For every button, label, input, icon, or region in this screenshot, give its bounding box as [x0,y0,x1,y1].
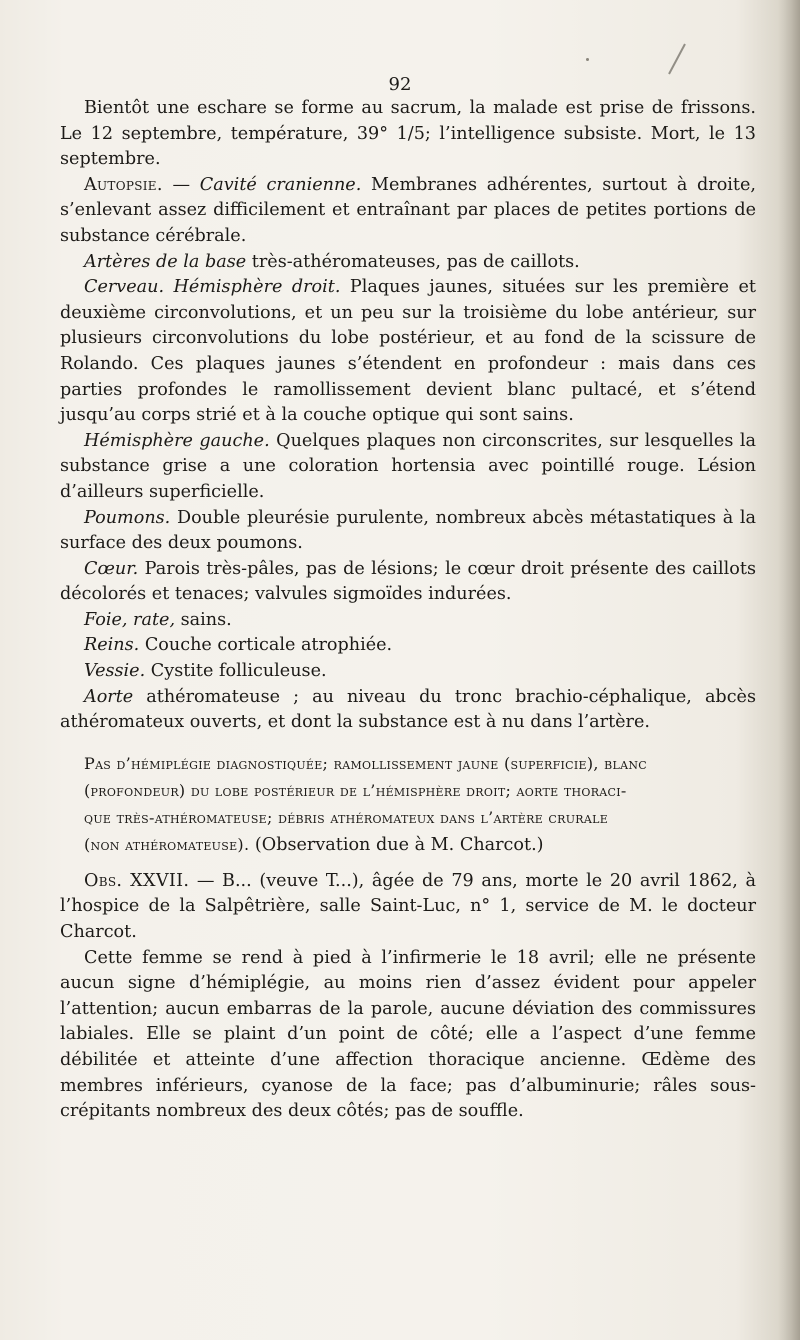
paragraph-vessie [60,659,756,685]
paragraph-intro [60,96,756,173]
heading-line: (non athéromateuse). [84,834,250,854]
italic-term: Cerveau. Hémisphère droit. [84,277,341,298]
paragraph-aorte [60,685,756,736]
dash: — [162,174,200,195]
paragraph-final [60,946,756,1125]
paragraph-text: Plaques jaunes, situées sur les première et deuxième circonvolutions, et un peu sur la troisième du lobe antérieur, sur plusieurs circonvolutions du lobe postérieur, et au fond de la scissure de Rolando. Ces plaques jaunes s’étendent en profondeur : mais dans ces parties profondes le ramollissement devient blanc pultacé, et s’étend jusqu’au corps strié et à la couche optique qui sont sains. [60,277,756,426]
paragraph-reins [60,633,756,659]
paragraph-observation [60,869,756,946]
page-number: 92 [388,74,412,95]
paragraph-text: Bientôt une eschare se forme au sacrum, la malade est prise de frissons. Le 12 septembre, température, 39° 1/5; l’intelligence subsiste. Mort, le 13 septembre. [60,98,756,170]
paragraph-cerveau [60,275,756,429]
paragraph-text: très-athéromateuses, pas de caillots. [246,251,580,272]
heading-observation-credit: (Observation due à M. Charcot.) [249,834,544,855]
paragraph-text: Parois très-pâles, pas de lésions; le cœur droit présente des caillots décolorés et tenaces; valvules sigmoïdes indurées. [60,558,756,605]
paragraph-text: Couche corticale atrophiée. [139,635,393,656]
paragraph-text: Membranes adhérentes, surtout à droite, s’enlevant assez difficilement et entraînant par places de petites portions de substance cérébrale. [60,174,756,246]
page-edge-shadow [778,0,800,1340]
italic-term: Poumons. [84,507,171,528]
observation-label: Obs. XXVII. [84,870,190,891]
italic-term: Cavité cranienne. [199,174,362,195]
italic-term: Vessie. [84,661,146,682]
pencil-mark [668,44,686,75]
italic-term: Artères de la base [84,251,247,272]
heading-line: (profondeur) du lobe postérieur de l’hémisphère droit; aorte thoraci- [84,780,627,800]
paragraph-hemisphere-gauche [60,429,756,506]
section-label: Autopsie. [84,174,163,195]
paragraph-text: — B... (veuve T...), âgée de 79 ans, morte le 20 avril 1862, à l’hospice de la Salpêtrière, salle Saint-Luc, n° 1, service de M. le docteur Charcot. [60,870,756,943]
paragraph-text: Cette femme se rend à pied à l’infirmerie le 18 avril; elle ne présente aucun signe d’hémiplégie, au moins rien d’assez évident pour appeler l’attention; aucun embarras de la parole, aucune déviation des commissures labiales. Elle se plaint d’un point de côté; elle a l’aspect d’une femme débilitée et atteinte d’une affection thoracique ancienne. Œdème des membres inférieurs, cyanose de la face; pas d’albuminurie; râles sous-crépitants nombreux des deux côtés; pas de souffle. [60,947,756,1122]
italic-term: Hémisphère gauche. [84,430,270,451]
paragraph-poumons [60,506,756,557]
heading-line-last [60,831,756,859]
italic-term: Foie, rate, [84,609,176,630]
paragraph-coeur [60,557,756,608]
heading-line: que très-athéromateuse; débris athéromateux dans l’artère crurale [84,807,609,827]
case-heading [60,750,756,859]
ink-speck [586,58,589,61]
italic-term: Aorte [84,686,134,707]
italic-term: Reins. [84,635,140,656]
paragraph-text: Cystite folliculeuse. [145,661,327,682]
paragraph-text: sains. [175,609,232,630]
italic-term: Cœur. [84,558,139,579]
paragraph-text: Double pleurésie purulente, nombreux abcès métastatiques à la surface des deux poumons. [60,507,756,554]
paragraph-arteres [60,250,756,276]
paragraph-autopsie [60,173,756,250]
heading-line: Pas d’hémiplégie diagnostiquée; ramollissement jaune (superficie), blanc [84,753,648,773]
paragraph-text: athéromateuse ; au niveau du tronc brachio-céphalique, abcès athéromateux ouverts, et dont la substance est à nu dans l’artère. [60,686,756,733]
paragraph-foie [60,608,756,634]
paragraph-text: Quelques plaques non circonscrites, sur lesquelles la substance grise a une coloration hortensia avec pointillé rouge. Lésion d’ailleurs superficielle. [60,430,756,502]
body-text [60,96,756,1125]
